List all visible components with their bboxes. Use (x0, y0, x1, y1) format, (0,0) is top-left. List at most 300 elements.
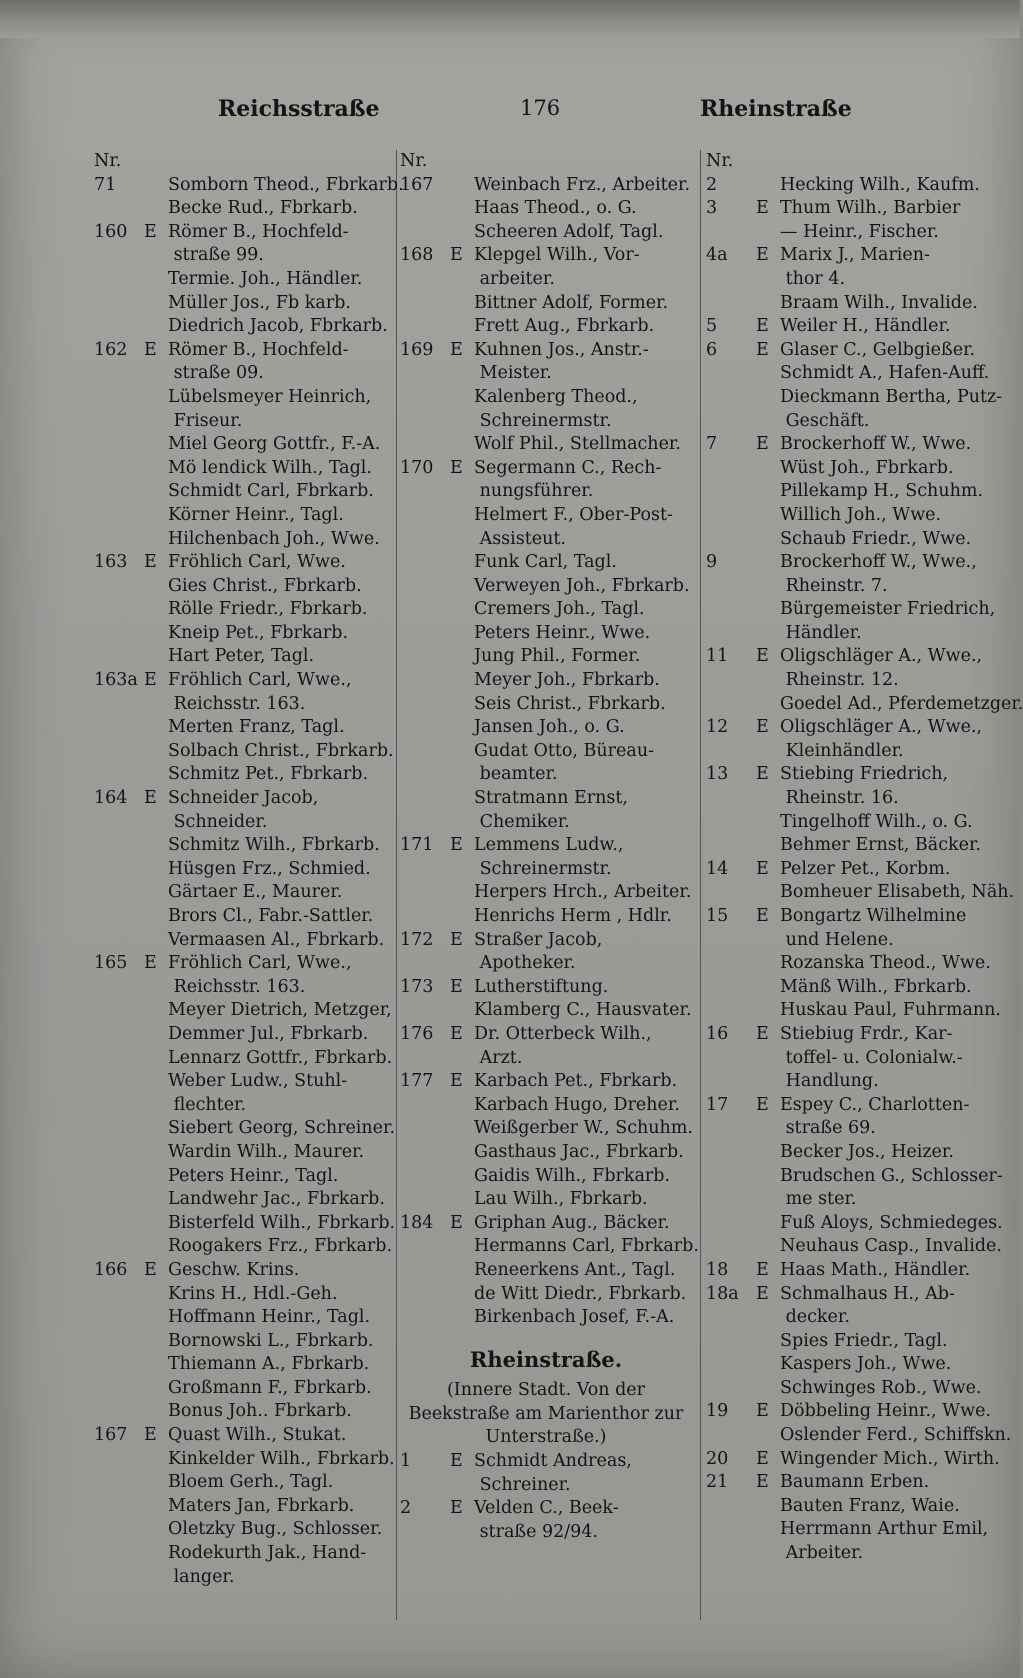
directory-entry (94, 1165, 389, 1189)
directory-entry (400, 480, 692, 504)
directory-entry (706, 1283, 996, 1307)
resident-text: Baumann Erben. (780, 1472, 930, 1493)
resident-text: Klepgel Wilh., Vor- (474, 245, 640, 266)
resident-text: Thiemann A., Fbrkarb. (168, 1354, 370, 1375)
directory-entry (400, 881, 692, 905)
resident-text: Fröhlich Carl, Wwe., (168, 670, 352, 691)
resident-text: Landwehr Jac., Fbrkarb. (168, 1189, 385, 1210)
resident-text: Wingender Mich., Wirth. (780, 1448, 1000, 1469)
resident-text: Goedel Ad., Pferdemetzger. (780, 693, 1023, 714)
directory-entry (94, 150, 389, 174)
directory-entry (400, 292, 692, 316)
directory-entry (706, 1070, 996, 1094)
owner-mark: E (144, 552, 157, 573)
owner-mark: E (144, 1425, 157, 1446)
resident-text: Kuhnen Jos., Anstr.- (474, 339, 649, 360)
resident-text: Assisteut. (474, 528, 566, 549)
owner-mark: E (756, 339, 769, 360)
directory-entry (94, 339, 389, 363)
owner-mark: E (144, 1259, 157, 1280)
resident-text: Schneider Jacob, (168, 788, 319, 809)
resident-text: Schaub Friedr., Wwe. (780, 528, 972, 549)
resident-text: Termie. Joh., Händler. (168, 268, 363, 289)
directory-entry (400, 386, 692, 410)
house-number: 14 (706, 858, 729, 879)
resident-text: Maters Jan, Fbrkarb. (168, 1495, 355, 1516)
resident-text: Helmert F., Ober-Post- (474, 504, 673, 525)
directory-entry (94, 1377, 389, 1401)
resident-text: Wüst Joh., Fbrkarb. (780, 457, 954, 478)
directory-entry (706, 1306, 996, 1330)
directory-entry (706, 905, 996, 929)
resident-text: Straßer Jacob, (474, 929, 603, 950)
directory-entry (706, 1141, 996, 1165)
resident-text: Müller Jos., Fb karb. (168, 292, 351, 313)
directory-entry (400, 1212, 692, 1236)
resident-text: Kalenberg Theod., (474, 386, 638, 407)
house-number: 18 (706, 1259, 729, 1280)
house-number: 19 (706, 1401, 729, 1422)
header-left-street: Reichsstraße (218, 96, 380, 122)
owner-mark: E (450, 976, 463, 997)
directory-entry (94, 1542, 389, 1566)
resident-text: decker. (780, 1307, 850, 1328)
resident-text: Somborn Theod., Fbrkarb. (168, 174, 404, 195)
resident-text: Wardin Wilh., Maurer. (168, 1141, 365, 1162)
directory-entry (706, 1330, 996, 1354)
resident-text: Dr. Otterbeck Wilh., (474, 1023, 652, 1044)
column-divider-1 (396, 150, 397, 1620)
directory-entry (94, 315, 389, 339)
directory-entry (94, 504, 389, 528)
resident-text: Bürgemeister Friedrich, (780, 599, 996, 620)
directory-entry (400, 150, 692, 174)
directory-entry (400, 1188, 692, 1212)
directory-entry (400, 1259, 692, 1283)
resident-text: Hilchenbach Joh., Wwe. (168, 528, 380, 549)
directory-entry (706, 716, 996, 740)
directory-entry (94, 598, 389, 622)
directory-entry (706, 433, 996, 457)
house-number: 169 (400, 339, 434, 360)
house-number: 165 (94, 953, 128, 974)
resident-text: Schmalhaus H., Ab- (780, 1283, 955, 1304)
directory-entry (400, 457, 692, 481)
resident-text: Brockerhoff W., Wwe. (780, 434, 972, 455)
resident-text: Haas Math., Händler. (780, 1259, 971, 1280)
house-number: 6 (706, 339, 718, 360)
resident-text: Rozanska Theod., Wwe. (780, 953, 991, 974)
resident-text: Apotheker. (474, 953, 576, 974)
directory-entry (706, 1235, 1002, 1259)
resident-text: Seis Christ., Fbrkarb. (474, 693, 666, 714)
house-number: 9 (706, 552, 718, 573)
directory-entry (706, 881, 1015, 905)
house-number: 168 (400, 245, 434, 266)
directory-entry (706, 150, 996, 174)
directory-entry (94, 834, 389, 858)
resident-text: Krins H., Hdl.-Geh. (168, 1283, 338, 1304)
directory-entry (706, 811, 996, 835)
resident-text: Meyer Joh., Fbrkarb. (474, 670, 660, 691)
resident-text: Hart Peter, Tagl. (168, 646, 315, 667)
directory-entry (94, 1070, 389, 1094)
resident-text: beamter. (474, 764, 558, 785)
resident-text: Kaspers Joh., Wwe. (780, 1354, 952, 1375)
directory-entry (94, 1471, 389, 1495)
directory-entry (706, 1047, 996, 1071)
resident-text: Glaser C., Gelbgießer. (780, 339, 976, 360)
header-right-street: Rheinstraße (700, 96, 852, 122)
directory-entry (94, 669, 389, 693)
resident-text: Körner Heinr., Tagl. (168, 504, 344, 525)
resident-text: Friseur. (168, 410, 243, 431)
owner-mark: E (450, 1212, 463, 1233)
resident-text: Willich Joh., Wwe. (780, 504, 942, 525)
resident-text: Pelzer Pet., Korbm. (780, 858, 951, 879)
directory-entry (94, 575, 389, 599)
resident-text: Römer B., Hochfeld- (168, 339, 349, 360)
resident-text: Lau Wilh., Fbrkarb. (474, 1189, 648, 1210)
directory-entry (94, 787, 389, 811)
directory-entry (706, 410, 996, 434)
directory-entry (400, 834, 692, 858)
owner-mark: E (144, 339, 157, 360)
resident-text: Cremers Joh., Tagl. (474, 599, 645, 620)
directory-entry (706, 292, 996, 316)
owner-mark: E (450, 1023, 463, 1044)
directory-entry (94, 716, 389, 740)
directory-entry (400, 221, 692, 245)
resident-text: Oligschläger A., Wwe., (780, 717, 983, 738)
directory-entry (94, 244, 389, 268)
resident-text: Birkenbach Josef, F.-A. (474, 1307, 675, 1328)
house-number: 184 (400, 1212, 434, 1233)
directory-entry (94, 1353, 389, 1377)
directory-entry (400, 1094, 692, 1118)
directory-entry (94, 1518, 389, 1542)
directory-entry (400, 622, 692, 646)
directory-entry (94, 905, 389, 929)
directory-entry (706, 1471, 996, 1495)
directory-entry (706, 834, 996, 858)
directory-entry (94, 645, 389, 669)
directory-entry (94, 811, 389, 835)
directory-entry (400, 858, 692, 882)
resident-text: Brors Cl., Fabr.-Sattler. (168, 906, 374, 926)
resident-text: Lutherstiftung. (474, 976, 609, 997)
resident-text: Hecking Wilh., Kaufm. (780, 174, 980, 195)
resident-text: Gärtaer E., Maurer. (168, 882, 343, 903)
house-number: 20 (706, 1448, 729, 1469)
house-number: 21 (706, 1472, 729, 1493)
resident-text: Jansen Joh., o. G. (474, 717, 625, 738)
house-number: 15 (706, 906, 729, 926)
directory-entry (706, 1117, 996, 1141)
directory-entry (400, 1141, 692, 1165)
directory-entry (94, 1094, 389, 1118)
house-number: 173 (400, 976, 434, 997)
resident-text: Braam Wilh., Invalide. (780, 292, 978, 313)
directory-entry (94, 1235, 393, 1259)
resident-text: Händler. (780, 622, 862, 643)
directory-entry (400, 339, 692, 363)
directory-entry (400, 952, 692, 976)
resident-text: und Helene. (780, 929, 894, 950)
house-number: 1 (400, 1451, 412, 1472)
resident-text: Schreinermstr. (474, 858, 612, 879)
resident-text: Schmidt Andreas, (474, 1451, 632, 1472)
resident-text: Scheeren Adolf, Tagl. (474, 221, 664, 242)
directory-entry (400, 669, 692, 693)
resident-text: Mö lendick Wilh., Tagl. (168, 457, 372, 478)
directory-entry (400, 716, 692, 740)
resident-text: Neuhaus Casp., Invalide. (780, 1236, 1002, 1257)
house-number: 166 (94, 1259, 128, 1280)
directory-entry (706, 1165, 1003, 1189)
directory-entry (400, 598, 692, 622)
directory-entry (706, 929, 996, 953)
directory-entry (94, 999, 392, 1023)
directory-entry (706, 1495, 996, 1519)
house-number: 13 (706, 764, 729, 785)
resident-text: flechter. (168, 1094, 247, 1115)
directory-entry (400, 174, 692, 198)
section-heading-rheinstrasse: Rheinstraße. (469, 1346, 623, 1372)
directory-entry (706, 1188, 996, 1212)
directory-entry (706, 362, 996, 386)
owner-mark: E (144, 221, 157, 242)
directory-entry (400, 1047, 692, 1071)
resident-text: Oletzky Bug., Schlosser. (168, 1519, 383, 1540)
directory-entry (400, 410, 692, 434)
owner-mark: E (756, 906, 769, 926)
resident-text: Diedrich Jacob, Fbrkarb. (168, 316, 388, 337)
resident-text: Geschw. Krins. (168, 1259, 300, 1280)
directory-entry (400, 693, 692, 717)
resident-text: Schreinermstr. (474, 410, 612, 431)
resident-text: Herpers Hrch., Arbeiter. (474, 882, 692, 903)
owner-mark: E (756, 717, 769, 738)
resident-text: Siebert Georg, Schreiner. (168, 1118, 396, 1139)
directory-entry (400, 1474, 692, 1498)
resident-text: Fröhlich Carl, Wwe., (168, 953, 352, 974)
directory-entry (400, 787, 692, 811)
directory-entry (706, 268, 996, 292)
directory-entry (400, 362, 692, 386)
directory-entry (94, 1495, 389, 1519)
resident-text: Arzt. (474, 1047, 523, 1068)
directory-entry (400, 740, 692, 764)
house-number: 7 (706, 434, 718, 455)
owner-mark: E (756, 245, 769, 266)
directory-entry (94, 1141, 389, 1165)
house-number: 4a (706, 245, 728, 266)
house-number: 176 (400, 1023, 434, 1044)
house-number: 71 (94, 174, 117, 195)
directory-entry (706, 221, 996, 245)
owner-mark: E (450, 1071, 463, 1092)
resident-text: langer. (168, 1566, 235, 1587)
resident-text: Velden C., Beek- (474, 1498, 619, 1519)
house-number: 2 (400, 1498, 412, 1519)
directory-entry (400, 433, 692, 457)
directory-entry (94, 740, 394, 764)
house-number: 163 (94, 552, 128, 573)
directory-entry (94, 1424, 389, 1448)
resident-text: Becke Rud., Fbrkarb. (168, 198, 358, 219)
resident-text: Stiebiug Frdr., Kar- (780, 1023, 953, 1044)
directory-entry (94, 457, 389, 481)
resident-text: Quast Wilh., Stukat. (168, 1425, 347, 1446)
resident-text: Demmer Jul., Fbrkarb. (168, 1023, 369, 1044)
resident-text: Mänß Wilh., Fbrkarb. (780, 976, 972, 997)
resident-text: Reichsstr. 163. (168, 693, 306, 714)
resident-text: Kneip Pet., Fbrkarb. (168, 622, 349, 643)
directory-entry (706, 622, 996, 646)
resident-text: toffel- u. Colonialw.- (780, 1047, 963, 1068)
owner-mark: E (450, 457, 463, 478)
resident-text: Wolf Phil., Stellmacher. (474, 434, 681, 455)
resident-text: Schreiner. (474, 1474, 571, 1495)
resident-text: Rheinstr. 7. (780, 575, 888, 596)
directory-entry (706, 669, 996, 693)
directory-entry (94, 1448, 395, 1472)
owner-mark: E (756, 1283, 769, 1304)
resident-text: Handlung. (780, 1071, 879, 1092)
resident-text: Vermaasen Al., Fbrkarb. (168, 929, 385, 950)
directory-entry (94, 763, 389, 787)
directory-entry (706, 976, 996, 1000)
resident-text: Espey C., Charlotten- (780, 1094, 970, 1115)
house-number: 17 (706, 1094, 729, 1115)
resident-text: Nr. (706, 151, 734, 171)
resident-text: nungsführer. (474, 481, 594, 502)
resident-text: Rheinstr. 12. (780, 670, 899, 691)
resident-text: Frett Aug., Fbrkarb. (474, 316, 655, 337)
directory-entry (94, 221, 389, 245)
owner-mark: E (756, 1448, 769, 1469)
directory-entry (706, 457, 996, 481)
resident-text: Oslender Ferd., Schiffskn. (780, 1425, 1012, 1446)
owner-mark: E (756, 1094, 769, 1115)
directory-entry (706, 952, 996, 976)
directory-entry (400, 811, 692, 835)
resident-text: straße 69. (780, 1118, 876, 1139)
resident-text: Segermann C., Rech- (474, 457, 662, 478)
directory-entry (94, 1259, 389, 1283)
resident-text: Klamberg C., Hausvater. (474, 1000, 692, 1021)
resident-text: Bonus Joh.. Fbrkarb. (168, 1401, 352, 1422)
owner-mark: E (756, 1472, 769, 1493)
house-number: 162 (94, 339, 128, 360)
owner-mark: E (756, 764, 769, 785)
directory-entry (706, 740, 996, 764)
directory-entry (706, 315, 996, 339)
resident-text: arbeiter. (474, 268, 555, 289)
directory-entry (94, 551, 389, 575)
directory-entry (706, 504, 996, 528)
resident-text: Thum Wilh., Barbier (780, 198, 961, 219)
directory-entry (706, 197, 996, 221)
directory-entry (94, 1566, 389, 1590)
column-divider-2 (700, 150, 701, 1620)
resident-text: Bongartz Wilhelmine (780, 906, 967, 926)
page-number: 176 (520, 96, 561, 120)
resident-text: Großmann F., Fbrkarb. (168, 1377, 372, 1398)
resident-text: — Heinr., Fischer. (780, 221, 939, 242)
owner-mark: E (756, 858, 769, 879)
resident-text: Brudschen G., Schlosser- (780, 1165, 1003, 1186)
directory-entry (94, 881, 389, 905)
resident-text: Roogakers Frz., Fbrkarb. (168, 1236, 393, 1257)
house-number: 172 (400, 929, 434, 950)
directory-entry (400, 1283, 692, 1307)
resident-text: Schmitz Wilh., Fbrkarb. (168, 835, 380, 856)
resident-text: Weißgerber W., Schuhm. (474, 1118, 693, 1139)
directory-entry (706, 386, 1003, 410)
directory-entry (400, 504, 692, 528)
directory-entry (706, 1212, 1003, 1236)
section-note: (Innere Stadt. Von der Beekstraße am Marienthor zur Unterstraße.) (408, 1380, 684, 1448)
resident-text: Weiler H., Händler. (780, 316, 951, 337)
directory-entry (94, 1047, 393, 1071)
directory-entry (94, 386, 389, 410)
directory-entry (94, 1023, 389, 1047)
resident-text: Nr. (94, 151, 122, 171)
directory-entry (400, 528, 692, 552)
resident-text: Rheinstr. 16. (780, 788, 899, 809)
directory-entry (400, 268, 692, 292)
resident-text: Bisterfeld Wilh., Fbrkarb. (168, 1212, 396, 1233)
owner-mark: E (450, 1498, 463, 1519)
owner-mark: E (450, 929, 463, 950)
directory-entry (94, 1283, 389, 1307)
page-header (0, 96, 1020, 136)
resident-text: Marix J., Marien- (780, 245, 930, 266)
directory-entry (706, 598, 996, 622)
resident-text: Merten Franz, Tagl. (168, 717, 345, 738)
house-number: 5 (706, 316, 718, 337)
house-number: 12 (706, 717, 729, 738)
owner-mark: E (450, 835, 463, 856)
directory-entry (94, 292, 389, 316)
directory-entry (94, 1188, 389, 1212)
resident-text: Gasthaus Jac., Fbrkarb. (474, 1141, 684, 1162)
resident-text: Döbbeling Heinr., Wwe. (780, 1401, 992, 1422)
resident-text: thor 4. (780, 268, 846, 289)
owner-mark: E (144, 670, 157, 691)
owner-mark: E (144, 953, 157, 974)
resident-text: Rölle Friedr., Fbrkarb. (168, 599, 368, 620)
directory-entry (94, 528, 389, 552)
resident-text: Miel Georg Gottfr., F.-A. (168, 434, 381, 455)
directory-entry (400, 999, 692, 1023)
directory-entry (400, 244, 692, 268)
directory-entry (94, 1330, 389, 1354)
resident-text: Hoffmann Heinr., Tagl. (168, 1307, 371, 1328)
resident-text: Bomheuer Elisabeth, Näh. (780, 882, 1015, 903)
resident-text: Meyer Dietrich, Metzger, (168, 1000, 392, 1021)
resident-text: Schwinges Rob., Wwe. (780, 1377, 982, 1398)
house-number: 171 (400, 835, 434, 856)
directory-entry (706, 174, 996, 198)
house-number: 160 (94, 221, 128, 242)
resident-text: Lennarz Gottfr., Fbrkarb. (168, 1047, 393, 1068)
owner-mark: E (756, 646, 769, 667)
resident-text: Gaidis Wilh., Fbrkarb. (474, 1165, 671, 1186)
resident-text: Hermanns Carl, Fbrkarb. (474, 1236, 699, 1257)
